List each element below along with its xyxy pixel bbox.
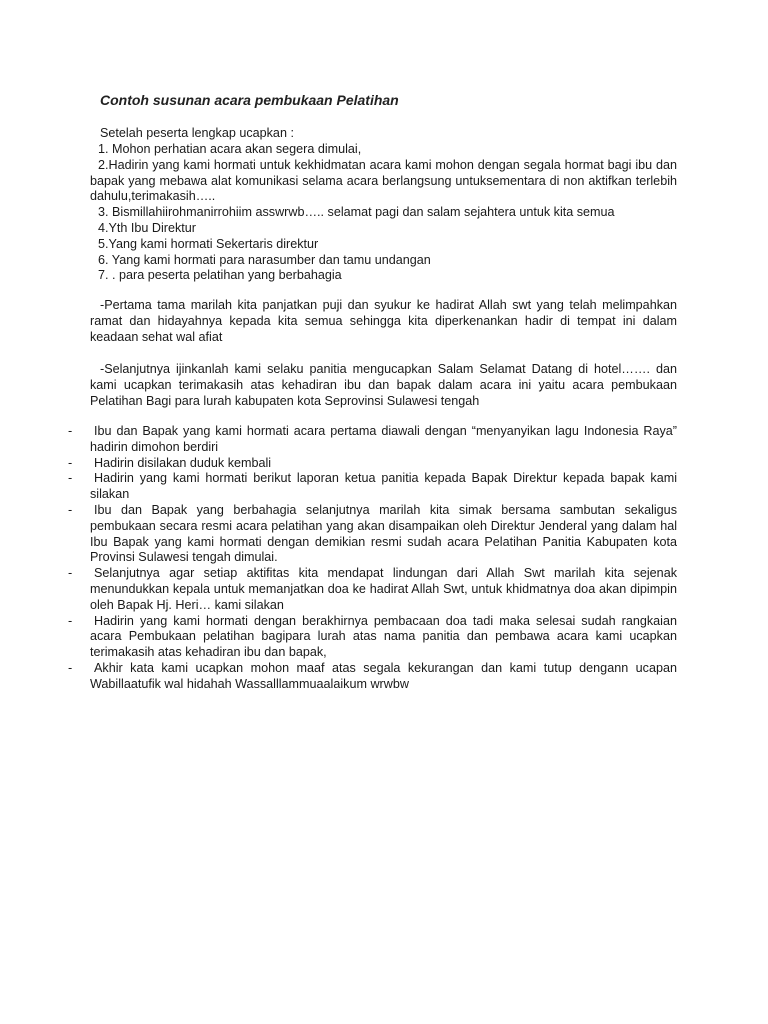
list-item-text: Hadirin yang kami hormati berikut laporan ketua panitia kepada Bapak Direktur kepada bapak kami silakan <box>90 471 677 502</box>
bullet-dash: - <box>68 502 73 517</box>
list-item <box>0 456 768 472</box>
list-item <box>0 471 768 503</box>
numbered-item: 1. Mohon perhatian acara akan segera dimulai, <box>98 142 362 156</box>
agenda-dash-list <box>0 424 768 693</box>
bullet-dash: - <box>68 424 73 438</box>
bullet-dash: - <box>68 660 73 675</box>
numbered-item: 7. . para peserta pelatihan yang berbahagia <box>98 268 342 283</box>
numbered-item: 2.Hadirin yang kami hormati untuk kekhidmatan acara kami mohon dengan segala hormat bagi ibu dan bapak yang mebawa alat komunikasi selama acara berlangsung untuksementara di non aktifkan terlebih dahulu,terimakasih….. <box>90 157 677 204</box>
list-item-text: Hadirin yang kami hormati dengan berakhirnya pembacaan doa tadi maka selesai sudah rangkaian acara Pembukaan pelatihan bagipara lurah atas nama panitia dan pembawa acara kami ucapkan terimakasih atas kehadiran ibu dan bapak, <box>90 613 677 660</box>
list-item <box>0 614 768 661</box>
numbered-list <box>90 142 677 284</box>
list-item <box>0 424 768 456</box>
bullet-dash: - <box>68 566 73 581</box>
numbered-item: 6. Yang kami hormati para narasumber dan tamu undangan <box>98 252 431 267</box>
welcome-paragraph: -Selanjutnya ijinkanlah kami selaku panitia mengucapkan Salam Selamat Datang di hotel……. dan kami ucapkan terimakasih atas kehadiran ibu dan bapak dalam acara ini yaitu acara pembukaan Pelatihan Bagi para lurah kabupaten kota Seprovinsi Sulawesi tengah <box>90 362 677 408</box>
bullet-dash: - <box>68 455 73 470</box>
bullet-dash: - <box>68 471 73 486</box>
numbered-item: 5.Yang kami hormati Sekertaris direktur <box>98 236 319 251</box>
list-item <box>0 503 768 566</box>
numbered-item: 3. Bismillahiirohmanirrohiim asswrwb….. selamat pagi dan salam sejahtera untuk kita semua <box>98 205 615 220</box>
bullet-dash: - <box>68 613 73 628</box>
list-item <box>0 661 768 693</box>
list-item-text: Selanjutnya agar setiap aktifitas kita mendapat lindungan dari Allah Swt marilah kita sejenak menundukkan kepala untuk memanjatkan doa ke hadirat Allah Swt, untuk khidmatnya doa akan dipimpin oleh Bapak Hj. Heri… kami silakan <box>90 566 677 612</box>
list-item-text: Akhir kata kami ucapkan mohon maaf atas segala kekurangan dan kami tutup dengann ucapan Wabillaatufik wal hidahah Wassalllammuaalaikum wrwbw <box>90 660 677 691</box>
intro-text: Setelah peserta lengkap ucapkan : <box>100 126 294 140</box>
opening-paragraph: -Pertama tama marilah kita panjatkan puji dan syukur ke hadirat Allah swt yang telah melimpahkan ramat dan hidayahnya kepada kita semua sehingga kita diperkenankan hadir di tempat ini dalam keadaan sehat wal afiat <box>90 298 677 344</box>
numbered-item: 4.Yth Ibu Direktur <box>98 220 196 235</box>
document-title: Contoh susunan acara pembukaan Pelatihan <box>100 92 399 108</box>
list-item-text: Ibu dan Bapak yang kami hormati acara pertama diawali dengan “menyanyikan lagu Indonesia Raya” hadirin dimohon berdiri <box>90 424 677 454</box>
list-item-text: Hadirin disilakan duduk kembali <box>94 455 272 470</box>
list-item <box>0 566 768 613</box>
list-item-text: Ibu dan Bapak yang berbahagia selanjutnya marilah kita simak bersama sambutan sekaligus pembukaan secara resmi acara pelatihan yang akan disampaikan oleh Direktur Jenderal yang dalam hal Ibu Bapak yang kami hormati dengan demikian resmi sudah acara Pelatihan Panitia Kabupaten kota Provinsi Sulawesi tengah dimulai. <box>90 502 677 565</box>
